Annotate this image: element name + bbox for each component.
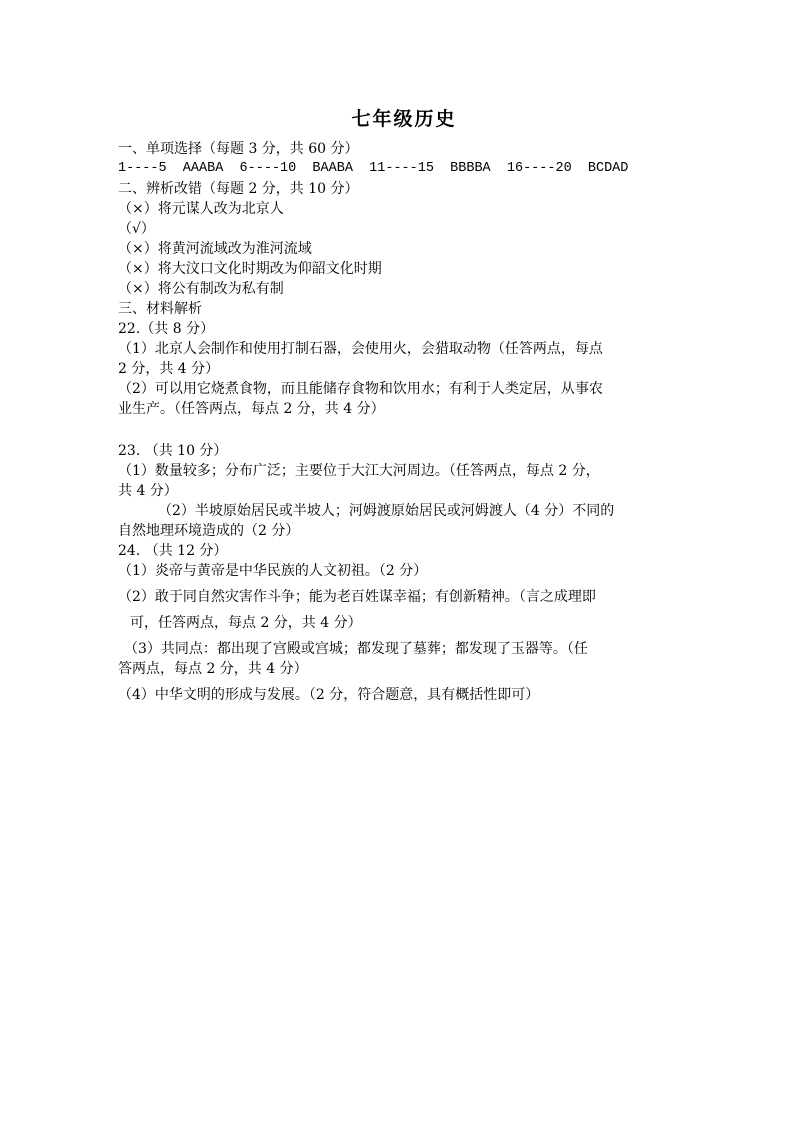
q24-answer-3b: 答两点，每点 2 分，共 4 分） <box>118 661 308 677</box>
q23-answer-1b: 共 4 分） <box>118 483 178 499</box>
section2-item: （×）将公有制改为私有制 <box>118 281 284 297</box>
q24-answer-2b: 可，任答两点，每点 2 分，共 4 分） <box>130 615 362 631</box>
q23-answer-2b: 自然地理环境造成的（2 分） <box>118 523 300 539</box>
q22-answer-1a: （1）北京人会制作和使用打制石器，会使用火，会猎取动物（任答两点，每点 <box>118 341 603 357</box>
q22-answer-2b: 业生产。（任答两点，每点 2 分，共 4 分） <box>118 401 385 417</box>
q24-answer-3a: （3）共同点：都出现了宫殿或宫城；都发现了墓葬；都发现了玉器等。（任 <box>124 641 588 657</box>
section1-answers: 1----5 AAABA 6----10 BAABA 11----15 BBBBA 16----20 BCDAD <box>118 161 629 176</box>
q23-answer-2a: （2）半坡原始居民或半坡人；河姆渡原始居民或河姆渡人（4 分）不同的 <box>158 503 615 519</box>
q24-answer-1: （1）炎帝与黄帝是中华民族的人文初祖。（2 分） <box>118 563 428 579</box>
spacer <box>118 419 680 441</box>
section2-item: （×）将元谋人改为北京人 <box>118 201 284 217</box>
q24-label: 24. （共 12 分） <box>118 543 228 559</box>
q23-answer-1a: （1）数量较多；分布广泛；主要位于大江大河周边。（任答两点，每点 2 分， <box>118 463 600 479</box>
q22-answer-2a: （2）可以用它烧煮食物，而且能储存食物和饮用水；有利于人类定居，从事农 <box>118 381 603 397</box>
section2-item: （×）将大汶口文化时期改为仰韶文化时期 <box>118 261 382 277</box>
section2-item: （√） <box>118 221 155 237</box>
section2-item: （×）将黄河流域改为淮河流域 <box>118 241 312 257</box>
q24-answer-2a: （2）敢于同自然灾害作斗争；能为老百姓谋幸福；有创新精神。（言之成理即 <box>118 589 596 605</box>
q22-label: 22.（共 8 分） <box>118 321 215 337</box>
q22-answer-1b: 2 分，共 4 分） <box>118 361 220 377</box>
section3-heading: 三、材料解析 <box>118 301 202 317</box>
section1-heading: 一、单项选择（每题 3 分，共 60 分） <box>118 141 359 157</box>
answer-sheet <box>118 104 680 705</box>
page-title: 七年级历史 <box>351 108 457 130</box>
q24-answer-4: （4）中华文明的形成与发展。（2 分，符合题意，具有概括性即可） <box>118 687 540 703</box>
section2-heading: 二、辨析改错（每题 2 分，共 10 分） <box>118 181 359 197</box>
q23-label: 23. （共 10 分） <box>118 443 228 459</box>
